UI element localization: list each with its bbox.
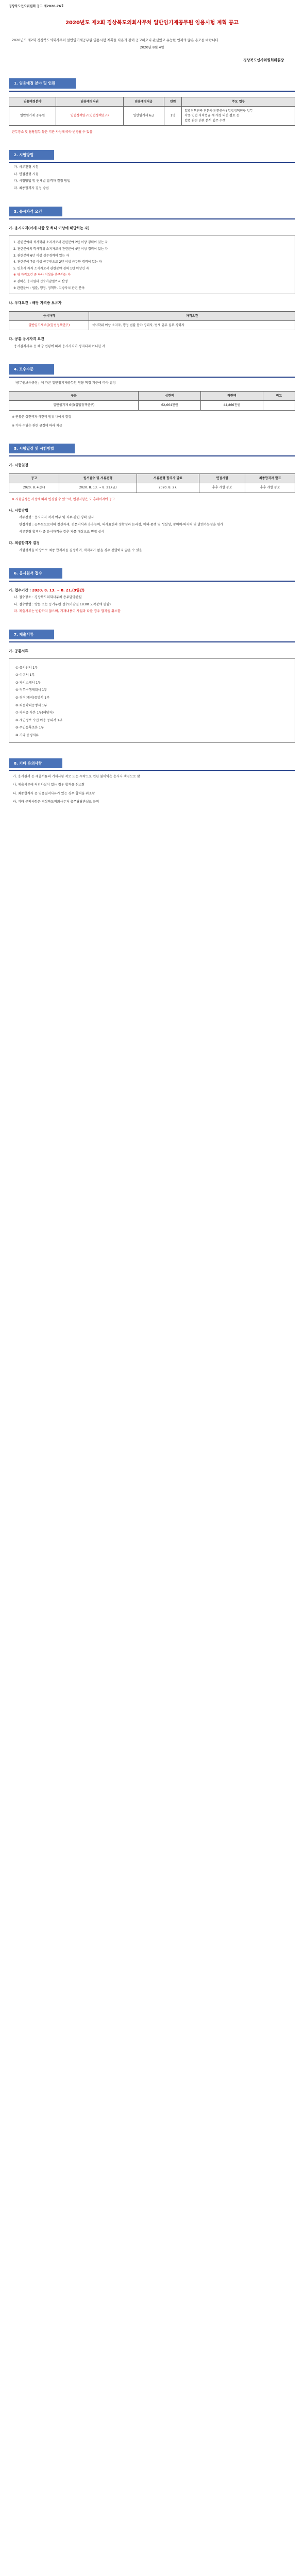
table-header-row bbox=[9, 97, 295, 106]
section-6-header bbox=[9, 568, 295, 581]
document-item: ⑥ 최종학력증명서 1부 bbox=[15, 703, 47, 707]
list-item: 서류전형 : 응시자격 적격 여부 및 직무 관련 경력 심사 bbox=[19, 516, 94, 520]
section-6-title: 6. 응시원서 접수 bbox=[9, 568, 62, 578]
section-7-title: 7. 제출서류 bbox=[9, 630, 54, 639]
subheading: 가. 공통서류 bbox=[9, 649, 28, 654]
table-cell: 추후 개별 통보 bbox=[199, 483, 245, 493]
period-label: 가. 접수기간 bbox=[9, 588, 28, 592]
col-position: 임용예정직위 bbox=[56, 97, 123, 106]
notice-date: 2020년 8월 4일 bbox=[140, 45, 164, 49]
qualification-line: ※ 위 자격요건 중 하나 이상을 충족하는 자 bbox=[13, 273, 71, 277]
table-cell: 일반임기제 6급(입법정책연구) bbox=[9, 320, 89, 330]
salary-table bbox=[9, 391, 295, 411]
table-row bbox=[9, 483, 295, 493]
body-text: 응시결격사유 등 해당 법령에 따라 응시자격이 정지되지 아니한 자 bbox=[14, 344, 106, 348]
section-1-title: 1. 임용예정 분야 및 인원 bbox=[9, 78, 76, 88]
table-header-row bbox=[9, 473, 295, 483]
notice-item: 가. 응시원서 등 제출서류의 기재사항 착오 또는 누락으로 인한 불이익은 응시자 책임으로 함 bbox=[13, 774, 140, 778]
table-cell: 2020. 8. 13. ~ 8. 21.(금) bbox=[59, 483, 137, 493]
subheading: 가. 시험일정 bbox=[9, 463, 28, 468]
section-3-title: 3. 응시자격 요건 bbox=[9, 207, 62, 216]
section-3-header bbox=[9, 207, 295, 219]
document-item: ⑩ 기타 증빙서류 bbox=[15, 734, 39, 738]
qualification-table bbox=[9, 311, 295, 331]
col-grade: 임용예정직급 bbox=[123, 97, 164, 106]
body-text: 시험성적을 바탕으로 최종 합격자를 결정하며, 적격자가 없을 경우 선발하지 않을 수 있음 bbox=[19, 548, 142, 552]
list-item: 서류전형 합격자 중 응시자격을 갖춘 자를 대상으로 면접 실시 bbox=[19, 530, 105, 534]
cell-grade: 일반임기제 6급 bbox=[123, 106, 164, 125]
table-cell: 2020. 8. 4.(화) bbox=[9, 483, 59, 493]
notice-item: 라. 기타 문의사항은 경상북도의회사무처 총무담당관실로 문의 bbox=[13, 800, 99, 804]
page-title: 2020년도 제2회 경상북도의회사무처 일반임기제공무원 임용시험 계획 공고 bbox=[65, 20, 239, 26]
subheading: 다. 최종합격자 결정 bbox=[9, 541, 40, 546]
section-2-title: 2. 시험방법 bbox=[9, 150, 54, 160]
list-item: 다. 시험방법 및 단계별 합격자 결정 방법 bbox=[14, 179, 71, 183]
qualification-line: 1. 관련분야의 석사학위 소지자로서 관련분야 2년 이상 경력이 있는 자 bbox=[13, 241, 108, 245]
list-item: 라. 제출서류는 반환하지 않으며, 기재내용이 사실과 다를 경우 합격을 취소함 bbox=[14, 609, 121, 614]
documents-panel bbox=[9, 658, 295, 743]
document-item: ③ 자기소개서 1부 bbox=[15, 681, 41, 685]
col-header: 면접시험 bbox=[199, 473, 245, 483]
table-cell: 석사학위 이상 소지자, 행정·법률 분야 경력자, 법제 업무 실무 경력자 bbox=[89, 320, 295, 330]
table-header-row bbox=[9, 311, 295, 320]
document-item: ② 이력서 1부 bbox=[15, 673, 35, 677]
duty-item: 입법 관련 민원 분석 업무 수행 bbox=[184, 118, 226, 123]
list-item: 다. 접수방법 : 방문 또는 등기우편 접수(마감일 18:00 도착분에 한함) bbox=[14, 602, 111, 606]
subheading: 다. 공통 응시자격 요건 bbox=[9, 337, 44, 342]
schedule-table bbox=[9, 473, 295, 493]
duty-item: 입법정책연구 전문가(전문분야) 입법정책연구 업무 bbox=[184, 109, 253, 113]
footnote: ※ 기타 수당은 관련 규정에 따라 지급 bbox=[12, 423, 62, 428]
notice-item: 다. 최종합격자 중 임용결격사유가 있는 경우 합격을 취소함 bbox=[13, 791, 95, 795]
col-header: 하한액 bbox=[201, 392, 263, 401]
table-cell: 2020. 8. 27. bbox=[137, 483, 199, 493]
list-item: 라. 최종합격자 결정 방법 bbox=[14, 187, 49, 191]
section-2-header bbox=[9, 150, 295, 163]
document-item: ⑨ 주민등록초본 1부 bbox=[15, 726, 44, 730]
section-1-header bbox=[9, 78, 295, 91]
table-cell: 44,866천원 bbox=[201, 401, 263, 410]
subheading: 가. 응시자격(아래 사항 중 하나 이상에 해당하는 자) bbox=[9, 226, 90, 230]
footnote: ※ 시험일정은 사정에 따라 변경될 수 있으며, 변경사항은 도 홈페이지에 공고 bbox=[12, 497, 115, 501]
table-cell bbox=[263, 401, 295, 410]
cell-field: 일반임기제 공무원 bbox=[9, 106, 56, 125]
col-header: 자격요건 bbox=[89, 311, 295, 320]
col-header: 비고 bbox=[263, 392, 295, 401]
section-5-title: 5. 시험일정 및 시험방법 bbox=[9, 444, 75, 453]
document-item: ① 응시원서 1부 bbox=[15, 666, 38, 670]
footnote: ※ 연봉은 상한액과 하한액 범위 내에서 결정 bbox=[12, 415, 72, 419]
qualification-line: 3. 관련분야 6년 이상 실무경력이 있는 자 bbox=[13, 253, 69, 258]
table-header-row bbox=[9, 392, 295, 401]
table-row bbox=[9, 106, 295, 125]
col-header: 상한액 bbox=[139, 392, 201, 401]
document-item: ⑦ 자격증 사본 1부(해당자) bbox=[15, 711, 54, 715]
table-cell: 추후 개별 통보 bbox=[245, 483, 295, 493]
body-text: 「공무원보수규정」에 따른 일반임기제공무원 연봉 책정 기준에 따라 결정 bbox=[13, 381, 116, 385]
table-cell: 일반임기제 6급(입법정책연구) bbox=[9, 401, 139, 410]
section-5-header bbox=[9, 444, 295, 456]
positions-table bbox=[9, 97, 295, 126]
col-header: 서류전형 합격자 발표 bbox=[137, 473, 199, 483]
col-header: 원서접수 및 서류전형 bbox=[59, 473, 137, 483]
qualification-line: ※ 경력은 응시원서 접수마감일까지 산정 bbox=[13, 279, 68, 283]
list-item: 가. 서류전형 시험 bbox=[14, 165, 39, 170]
duty-item: 각종 입법 자치법규 제·개정 의견 검토 등 bbox=[184, 114, 240, 118]
col-header: 구분 bbox=[9, 392, 139, 401]
col-count: 인원 bbox=[164, 97, 182, 106]
qualification-line: 2. 관련분야의 학사학위 소지자로서 관련분야 4년 이상 경력이 있는 자 bbox=[13, 247, 108, 251]
section-8-header bbox=[9, 758, 295, 771]
period-value: 2020. 8. 13. ~ 8. 21.(9일간) bbox=[32, 588, 85, 592]
cell-position: 입법정책연구(입법정책연구) bbox=[56, 106, 123, 125]
col-header: 최종합격자 발표 bbox=[245, 473, 295, 483]
qualification-line: ※ 관련분야 : 법률, 행정, 정책학, 지방자치 관련 분야 bbox=[13, 286, 85, 290]
list-item: 나. 면접전형 시험 bbox=[14, 172, 39, 176]
notice-number: 경상북도인사위원회 공고 제2020-76호 bbox=[9, 5, 64, 8]
notice-item: 나. 제출서류에 허위사실이 있는 경우 합격을 취소함 bbox=[13, 783, 85, 787]
subheading: 나. 시험방법 bbox=[9, 508, 28, 513]
section-8-title: 8. 기타 유의사항 bbox=[9, 758, 62, 768]
table-row bbox=[9, 401, 295, 410]
cell-count: 1명 bbox=[164, 106, 182, 125]
list-item: 나. 접수장소 : 경상북도의회사무처 총무담당관실 bbox=[14, 596, 82, 600]
list-item: 면접시험 : 공무원으로서의 정신자세, 전문지식과 응용능력, 의사표현의 정확성과 논리성, 예의·품행 및 성실성, 창의력·의지력 및 발전가능성을 평가 bbox=[19, 522, 224, 527]
qualification-box bbox=[9, 235, 295, 294]
document-item: ⑧ 개인정보 수집·이용 동의서 1부 bbox=[15, 718, 63, 722]
document-item: ④ 직무수행계획서 1부 bbox=[15, 688, 47, 692]
cell-duties bbox=[182, 106, 295, 125]
qualification-line: 5. 변호사 자격 소지자로서 관련분야 경력 1년 이상인 자 bbox=[13, 266, 89, 270]
subheading: 가. 접수기간 : 2020. 8. 13. ~ 8. 21.(9일간) bbox=[9, 588, 85, 592]
section-4-title: 4. 보수수준 bbox=[9, 364, 54, 374]
col-header: 공고 bbox=[9, 473, 59, 483]
section-1-footnote: 근무장소 및 담당업무 등은 기관 사정에 따라 변경될 수 있음 bbox=[12, 130, 93, 134]
intro-text: 2020년도 제2회 경상북도의회사무처 일반임기제공무원 임용시험 계획을 다음과 같이 공고하오니 관심있고 유능한 인재의 많은 응모를 바랍니다. bbox=[12, 38, 219, 42]
document-item: ⑤ 경력(재직)증명서 1부 bbox=[15, 696, 50, 700]
table-row bbox=[9, 320, 295, 330]
qualification-line: 4. 관련분야 7급 이상 공무원으로 2년 이상 근무한 경력이 있는 자 bbox=[13, 260, 102, 264]
section-7-header bbox=[9, 630, 295, 642]
col-duties: 주요 업무 bbox=[182, 97, 295, 106]
col-header: 응시자격 bbox=[9, 311, 89, 320]
col-field: 임용예정분야 bbox=[9, 97, 56, 106]
subheading: 나. 우대요건 : 해당 자격증 보유자 bbox=[9, 301, 62, 306]
issuing-org: 경상북도인사위원회위원장 bbox=[243, 58, 284, 62]
table-cell: 62,664천원 bbox=[139, 401, 201, 410]
section-4-header bbox=[9, 364, 295, 377]
